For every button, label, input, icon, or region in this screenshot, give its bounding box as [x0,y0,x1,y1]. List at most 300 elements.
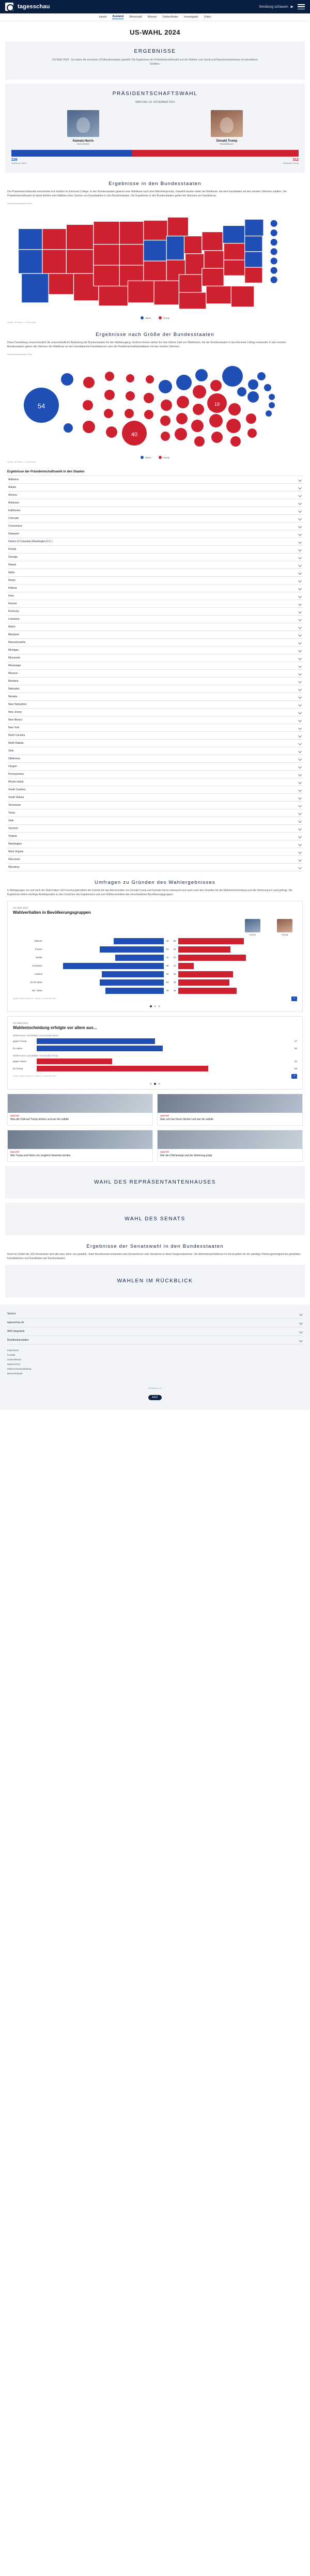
chevron-down-icon[interactable] [299,819,302,822]
chevron-down-icon[interactable] [299,726,302,729]
carousel-dot-1[interactable] [150,1083,152,1085]
electoral-label-right: Wahlleute Trump [283,161,299,164]
senate-section [5,1203,305,1235]
chevron-down-icon[interactable] [299,718,302,722]
state-label: Hawaii [8,563,17,566]
chart2-row-label: für Harris [13,1047,23,1050]
chevron-down-icon[interactable] [299,858,302,861]
chart1-row [13,979,297,986]
chevron-down-icon[interactable] [299,556,302,559]
chart-card-population-groups [7,901,303,1012]
state-accordion-row[interactable] [7,492,303,499]
chevron-down-icon[interactable] [299,602,302,605]
chevron-down-icon[interactable] [299,734,302,737]
bubble-legend [7,456,303,459]
chevron-down-icon[interactable] [299,680,302,683]
state-accordion-row[interactable] [7,561,303,569]
chart1-value-harris: 54 [166,948,169,950]
chart1-value-trump: 13 [173,964,176,967]
state-accordion-row[interactable] [7,685,303,693]
state-accordion-row[interactable] [7,701,303,709]
bubble-legend-trump: Trump [159,456,170,459]
chart1-value-trump: 49 [173,989,176,992]
footer-rows [7,1310,303,1345]
chevron-down-icon[interactable] [299,509,302,512]
share-icon[interactable]: ↗ [291,996,297,1001]
state-accordion-row[interactable] [7,499,303,507]
states-accordion [7,476,303,871]
state-accordion-row[interactable] [7,616,303,623]
state-accordion-row[interactable] [7,732,303,740]
share-icon[interactable]: ↗ [291,1074,297,1079]
candidate-row [11,110,299,145]
chevron-down-icon[interactable] [299,695,302,698]
footer-link[interactable]: Datenschutzeinstellung [7,1368,32,1370]
results-heading: ERGEBNISSE [134,49,176,54]
carousel-dot-2[interactable] [154,1083,156,1085]
state-label: Virginia [8,834,17,838]
electoral-bar-rep [132,150,299,157]
chart2-row-value: 30 [294,1060,297,1063]
candidate-harris [11,110,155,145]
carousel-dot-3[interactable] [158,1005,160,1007]
state-label: Ohio [8,749,14,753]
chart1-row [13,963,297,969]
chart2-row-value: 68 [294,1067,297,1070]
svg-text:54: 54 [37,402,45,410]
footer-row[interactable] [7,1318,303,1327]
state-accordion-row[interactable] [7,755,303,763]
state-label: Alabama [8,478,19,481]
chevron-down-icon[interactable] [300,1330,303,1333]
nav-item-ausland[interactable]: Ausland [112,15,124,18]
chevron-down-icon[interactable] [299,804,302,807]
footer-bottom [7,1382,303,1408]
state-accordion-row[interactable] [7,740,303,747]
state-accordion-row[interactable] [7,623,303,631]
chevron-down-icon[interactable] [299,742,302,745]
state-label: Maine [8,625,16,628]
state-accordion-row[interactable] [7,654,303,662]
chart2-group [13,1054,297,1071]
state-label: Nevada [8,695,18,698]
state-label: Connecticut [8,524,22,528]
state-label: Minnesota [8,656,21,660]
state-label: Nebraska [8,687,20,691]
chevron-down-icon[interactable] [299,796,302,799]
carousel-dot-1[interactable] [150,1005,152,1007]
teaser-card-3[interactable] [7,1130,153,1162]
nav-item-investigativ[interactable]: Investigativ [184,16,198,19]
brand-label[interactable]: tagesschau [18,4,50,10]
chevron-down-icon[interactable] [299,571,302,574]
chevron-down-icon[interactable] [299,672,302,675]
footer-link[interactable]: Datenschutz [7,1363,21,1366]
teaser-headline-2[interactable]: Was sich bei Harris blicken und wer ihn wählte [160,1117,213,1121]
state-label: Kansas [8,602,17,605]
chevron-down-icon[interactable] [299,610,302,613]
state-label: Florida [8,547,17,551]
footer-row-label: tagesschau.de [7,1321,24,1324]
chart1-bar-harris [45,955,164,961]
footer-link[interactable]: Kontakt [7,1354,16,1356]
chevron-down-icon[interactable] [299,780,302,784]
chevron-down-icon[interactable] [299,594,302,597]
chevron-down-icon[interactable] [299,641,302,644]
chart2-kicker: US-Wahl 2024 [13,1021,28,1024]
state-accordion-row[interactable] [7,840,303,848]
chart2-bar [37,1038,289,1044]
carousel-dot-2[interactable] [154,1005,156,1007]
presidential-panel [5,84,305,173]
watch-broadcast-button[interactable] [259,5,293,9]
chevron-down-icon[interactable] [299,788,302,791]
state-label: North Dakota [8,741,24,745]
chart1-bar-trump [178,971,297,977]
ard-logo[interactable]: ARD [148,1395,162,1400]
footer [0,1305,310,1410]
teaser-headline-3[interactable]: Wie Trump und Harris um vergleich bewertet werden [10,1154,71,1157]
teaser-row-2 [7,1130,303,1162]
state-label: Utah [8,819,14,822]
bubble-section [0,332,310,463]
teaser-card-1[interactable] [7,1094,153,1126]
state-label: Massachusetts [8,640,26,644]
state-label: Georgia [8,555,18,559]
state-label: New Mexico [8,718,23,722]
teaser-image-4 [158,1130,302,1149]
footer-link[interactable]: Unternehmen [7,1358,22,1361]
chevron-down-icon[interactable] [299,625,302,628]
state-accordion-row[interactable] [7,507,303,515]
candidate-name-harris: Kamala Harris [72,139,94,143]
chevron-down-icon[interactable] [299,757,302,760]
chevron-down-icon[interactable] [299,618,302,621]
state-accordion-row[interactable] [7,848,303,856]
state-accordion-row[interactable] [7,670,303,678]
chevron-down-icon[interactable] [299,486,302,489]
state-label: Oregon [8,764,17,768]
teaser-kicker-2: ANALYSE [160,1114,169,1117]
nav-item-inland[interactable]: Inland [99,16,107,19]
state-label: Kalifornien [8,509,21,512]
svg-text:40: 40 [131,431,138,438]
legend-harris: Harris [141,316,151,319]
state-accordion-row[interactable] [7,864,303,871]
chevron-down-icon[interactable] [299,517,302,520]
state-accordion-row[interactable] [7,693,303,701]
state-label: Illinois [8,578,16,582]
chart1-value-harris: 52 [166,973,169,975]
hamburger-icon[interactable] [298,4,305,9]
state-label: Indiana [8,586,17,590]
state-label: South Dakota [8,795,24,799]
chart2-row-value: 47 [294,1039,297,1042]
chart1-row [13,946,297,953]
footer-row-label: Rundfunkanstalten [7,1339,29,1342]
main-navigation [0,13,310,21]
chart1-bar-harris [45,946,164,953]
state-accordion-row[interactable] [7,771,303,778]
state-accordion-row[interactable] [7,786,303,794]
chart1-value-harris: 49 [166,989,169,992]
state-accordion-row[interactable] [7,484,303,492]
chart1-source: Quelle: Edison Research / Stand: 6. November 2024 [13,998,56,1000]
presidential-heading: PRÄSIDENTSCHAFTSWAHL [112,91,198,97]
us-choropleth-map[interactable] [7,205,303,314]
electoral-labels [11,162,299,164]
state-accordion-row[interactable] [7,631,303,639]
chart1-row [13,938,297,944]
state-accordion-row[interactable] [7,678,303,685]
chart1-value-trump: 46 [173,973,176,975]
chart2-title: Wahlentscheidung erfolgte vor allem aus... [13,1025,97,1030]
chevron-down-icon[interactable] [299,563,302,566]
footer-row[interactable] [7,1310,303,1318]
chart1-carousel-dots [13,1005,297,1007]
map-legend [7,316,303,319]
electoral-bar [11,150,299,157]
state-accordion-row[interactable] [7,809,303,817]
chevron-down-icon[interactable] [299,703,302,706]
state-accordion-row[interactable] [7,709,303,716]
chevron-down-icon[interactable] [299,478,302,481]
chevron-down-icon[interactable] [299,587,302,590]
chevron-down-icon[interactable] [299,850,302,853]
state-accordion-row[interactable] [7,794,303,802]
chevron-down-icon[interactable] [299,656,302,660]
chart1-value-trump: 55 [173,940,176,942]
carousel-dot-3[interactable] [158,1083,160,1085]
chevron-down-icon[interactable] [299,494,302,497]
chart2-row-value: 50 [294,1047,297,1050]
state-accordion-row[interactable] [7,600,303,608]
chart1-row [13,955,297,961]
state-label: Colorado [8,516,19,520]
chart1-row-label: 18-29 Jahre [29,981,42,984]
chart1-header-harris [242,919,263,936]
chart1-value-harris: 85 [166,964,169,967]
chevron-down-icon[interactable] [299,687,302,691]
state-accordion-row[interactable] [7,546,303,554]
chevron-down-icon[interactable] [299,811,302,815]
footer-link[interactable]: Barrierefreiheit [7,1372,23,1375]
state-accordion-row[interactable] [7,647,303,654]
bubble-text: Diese Darstellung veranschaulicht die unterschiedliche Bedeutung der Bundesstaaten für den Wahlausgang. Größere Kreise stehen für eine höhere Zahl von Wahlleuten, die der Bundesstaaten in das Electoral College entsendet. In den meisten Bundesstaaten gehen alle Stimmen der Wahlleute an den Kandidaten/in Kandidatinnen oder die Präsidentschaftskandidaten mit den meisten Stimmen. [7,341,286,348]
footer-note: Ein Angebot von [148,1387,162,1389]
chart1-row-label: 65+ Jahre [32,989,42,992]
chevron-down-icon[interactable] [299,579,302,582]
state-accordion-row[interactable] [7,724,303,732]
chevron-down-icon[interactable] [299,842,302,846]
state-label: West Virginia [8,850,24,853]
teaser-image-2 [158,1094,302,1113]
chart1-bar-trump [178,946,297,953]
teaser-headline-1[interactable]: Was die USA auf Trump blicken und wer ihn wählte [10,1117,69,1121]
chart2-source: Quelle: Edison Research / Stand: 6. November 2024 [13,1075,56,1077]
state-accordion-row[interactable] [7,802,303,809]
presidential-subheading: WAHLTAG: 05. NOVEMBER 2024 [135,101,175,104]
chevron-down-icon[interactable] [299,501,302,504]
state-accordion-row[interactable] [7,747,303,755]
state-accordion-row[interactable] [7,523,303,530]
state-accordion-row[interactable] [7,608,303,616]
chart2-group-label: Wählerinnen und Wähler von Donald Trump [13,1054,58,1057]
chevron-down-icon[interactable] [299,548,302,551]
chevron-down-icon[interactable] [299,835,302,838]
state-accordion-row[interactable] [7,592,303,600]
state-label: North Carolina [8,733,25,737]
state-accordion-row[interactable] [7,662,303,670]
state-label: Oklahoma [8,757,20,760]
chevron-down-icon[interactable] [300,1339,303,1342]
footer-row[interactable] [7,1327,303,1336]
state-accordion-row[interactable] [7,833,303,840]
footer-row-label: ARD-Angebote [7,1330,25,1333]
chevron-down-icon[interactable] [299,827,302,830]
house-heading: WAHL DES REPRÄSENTANTENHAUSES [94,1179,216,1185]
teaser-card-2[interactable] [157,1094,303,1126]
state-label: Michigan [8,648,19,652]
chart1-bar-trump [178,938,297,944]
chevron-down-icon[interactable] [300,1312,303,1315]
chart2-bar [37,1046,289,1051]
retrospective-section [5,1265,305,1297]
electors-trump: 312 [292,158,299,162]
state-label: Rhode Island [8,780,24,784]
state-accordion-row[interactable] [7,530,303,538]
senate-sub-title: Ergebnisse der Senatswahl in den Bundesstaaten [86,1244,224,1249]
candidate-party-harris: Demokraten [76,142,90,145]
chart2-carousel-dots [13,1083,297,1085]
state-accordion-row[interactable] [7,763,303,771]
chart1-candidate-headers [13,919,297,936]
chart2-bar [37,1059,289,1064]
state-accordion-row[interactable] [7,817,303,825]
teaser-card-4[interactable] [157,1130,303,1162]
chart2-row [13,1046,297,1051]
state-accordion-row[interactable] [7,476,303,484]
chart1-bar-trump [178,963,297,969]
chevron-down-icon[interactable] [300,1321,303,1324]
state-label: Iowa [8,594,14,597]
state-accordion-row[interactable] [7,716,303,724]
chart2-groups [13,1034,297,1071]
tagesschau-logo-icon[interactable] [5,3,13,11]
chart-card-vote-motivation [7,1016,303,1090]
chart1-bar-harris [45,938,164,944]
nav-item-video[interactable]: Video [204,16,211,19]
state-label: Wyoming [8,865,19,869]
chart2-row [13,1059,297,1064]
chart1-name-trump: Trump [281,933,288,936]
chart1-row-label: Latinos [35,973,42,975]
state-label: Arizona [8,493,17,497]
results-intro: US-Wahl 2024 - So haben die einzelnen US-Bundesstaaten gewählt: Die Ergebnisse der Präsidentschaftswahl und der Wahlen zum Senat und Repräsentantenhaus im interaktiven Grafiken. [52,58,258,66]
chevron-down-icon[interactable] [299,664,302,667]
chevron-down-icon[interactable] [299,649,302,652]
chart1-value-harris: 54 [166,981,169,984]
state-label: District of Columbia (Washington D.C.) [8,540,53,543]
chart1-value-trump: 44 [173,948,176,950]
bubble-svg[interactable] [7,356,303,454]
state-accordion-row[interactable] [7,778,303,786]
state-accordion-row[interactable] [7,825,303,833]
chart2-group-label: Wählerinnen und Wähler von Kamala Harris [13,1034,58,1037]
bubble-source: Quelle: AP/Stand: 4. Dezember [7,460,36,463]
chart2-row [13,1066,297,1071]
state-accordion-row[interactable] [7,639,303,647]
state-label: Pennsylvania [8,772,24,776]
chevron-down-icon[interactable] [299,540,302,543]
state-accordion-row[interactable] [7,856,303,864]
chevron-down-icon[interactable] [299,532,302,535]
chart2-row-label: gegen Trump [13,1039,27,1042]
chevron-down-icon[interactable] [299,773,302,776]
svg-text:19: 19 [214,401,220,407]
us-bubble-map[interactable] [7,356,303,454]
watch-broadcast-label: Sendung schauen [259,5,288,9]
chart2-source-row [13,1074,297,1079]
footer-link[interactable]: Impressum [7,1349,19,1352]
teaser-image-1 [8,1094,152,1113]
chevron-down-icon[interactable] [299,765,302,768]
chevron-down-icon[interactable] [299,525,302,528]
map-section [0,181,310,324]
nav-item-wissen[interactable]: Wissen [147,16,157,19]
footer-links [7,1345,303,1382]
retrospective-heading: WAHLEN IM RÜCKBLICK [117,1278,193,1284]
teaser-headline-4[interactable]: Wie die USA bewegt und die Stimmung prägt [160,1154,212,1157]
chevron-down-icon[interactable] [299,749,302,753]
state-accordion-row[interactable] [7,577,303,585]
chevron-down-icon[interactable] [299,633,302,636]
chart1-bar-harris [45,971,164,977]
chart1-row [13,988,297,994]
teaser-image-3 [8,1130,152,1149]
chart1-rows [13,938,297,994]
state-accordion-row[interactable] [7,515,303,523]
chart1-photo-harris [245,919,260,932]
state-label: Wisconsin [8,857,20,861]
teaser-row-1 [7,1094,303,1126]
state-accordion-row[interactable] [7,538,303,546]
electoral-values [11,158,299,162]
state-label: Idaho [8,571,15,574]
state-accordion-row[interactable] [7,585,303,592]
nav-item-wirtschaft[interactable]: Wirtschaft [129,16,142,19]
chart1-title: Wahlverhalten in Bevölkerungsgruppen [13,910,91,915]
state-label: New Jersey [8,710,22,714]
chart2-group [13,1034,297,1051]
footer-row[interactable] [7,1336,303,1345]
nav-item-faktenfinder[interactable]: Faktenfinder [162,16,179,19]
state-label: Arkansas [8,501,19,504]
state-accordion-row[interactable] [7,569,303,577]
survey-section [0,880,310,1162]
chart1-bar-trump [178,955,297,961]
map-svg[interactable] [7,205,303,314]
chevron-down-icon[interactable] [299,711,302,714]
state-label: Texas [8,811,16,815]
chevron-down-icon[interactable] [299,866,302,869]
electoral-bar-dem [11,150,132,157]
bubble-title: Ergebnisse nach Größe der Bundesstaaten [96,331,214,338]
state-label: Washington [8,842,22,846]
state-accordion-row[interactable] [7,554,303,561]
chart1-source-row [13,996,297,1001]
electoral-label-left: Wahlleute Harris [11,161,27,164]
